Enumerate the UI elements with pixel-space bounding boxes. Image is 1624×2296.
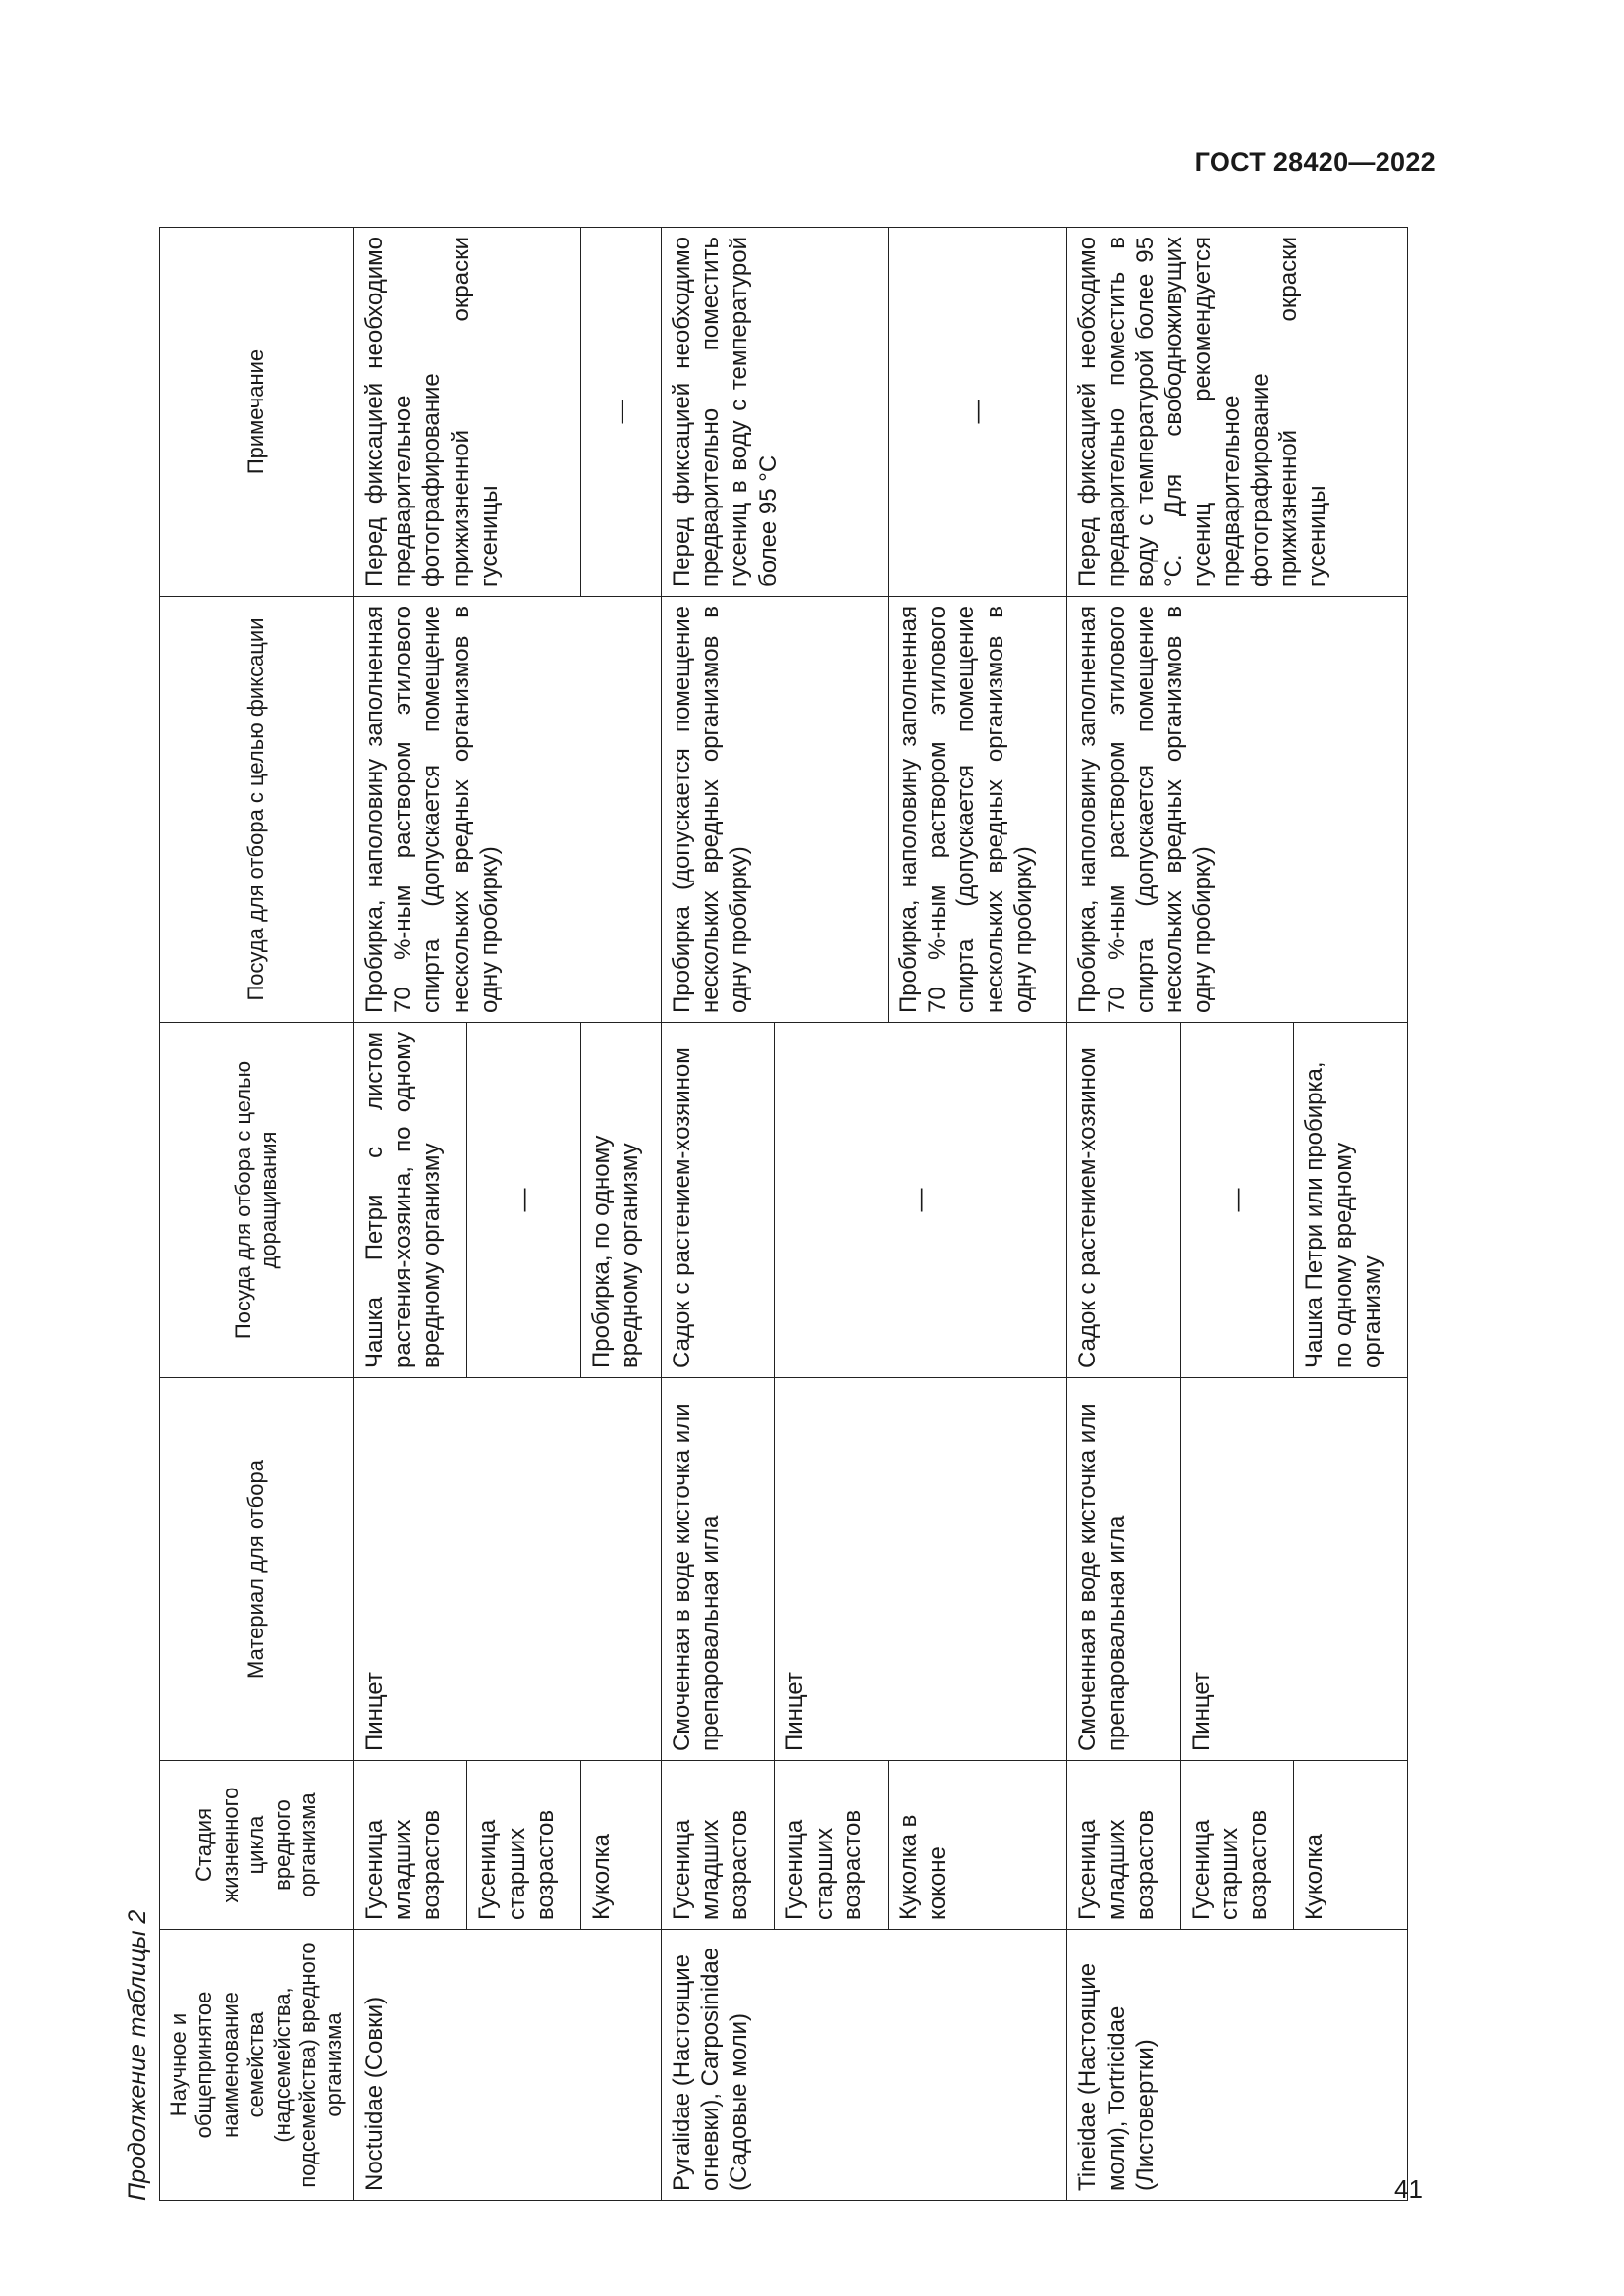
col-header-rearing: Посуда для отбора с целью доращивания	[160, 1023, 354, 1378]
fixation-cell: Пробирка, наполовину заполненная 70 %-ным раствором этилового спирта (допускается помещение нескольких вредных организмов в одну пробирку)	[353, 597, 661, 1023]
fixation-cell: Пробирка, наполовину заполненная 70 %-ным раствором этилового спирта (допускается помещение нескольких вредных организмов в одну пробирку)	[1067, 597, 1408, 1023]
rearing-cell: Садок с растением-хозяином	[661, 1023, 775, 1378]
stage-cell: Гусеница младших возрастов	[353, 1761, 467, 1930]
family-cell: Noctuidae (Совки)	[353, 1930, 661, 2201]
note-cell: Перед фиксацией необходимо предварительно поместить гусениц в воду с температурой более 95 °С	[661, 228, 888, 597]
page-number: 41	[1394, 2174, 1423, 2204]
rearing-cell: Чашка Петри или пробирка, по одному вредному организму	[1294, 1023, 1408, 1378]
stage-cell: Гусеница старших возрастов	[775, 1761, 889, 1930]
fixation-cell: Пробирка (допускается помещение нескольких вредных организмов в одну пробирку)	[661, 597, 888, 1023]
table-2-continued	[159, 227, 1408, 2201]
note-cell: Перед фиксацией необходимо предварительно поместить в воду с температурой более 95 °С. Для свободноживущих гусениц рекомендуется предварительное фотографирование прижизненной окраски гусеницы	[1067, 228, 1408, 597]
rearing-cell: Чашка Петри с листом растения-хозяина, по одному вредному организму	[353, 1023, 467, 1378]
document-code: ГОСТ 28420—2022	[1194, 147, 1435, 177]
col-header-note: Примечание	[160, 228, 354, 597]
table-row	[353, 228, 467, 2201]
col-header-fixation: Посуда для отбора с целью фиксации	[160, 597, 354, 1023]
stage-cell: Гусеница старших возрастов	[1180, 1761, 1294, 1930]
stage-cell: Куколка	[1294, 1761, 1408, 1930]
stage-cell: Куколка	[580, 1761, 661, 1930]
table-row	[661, 228, 775, 2201]
note-cell: —	[580, 228, 661, 597]
fixation-cell: Пробирка, наполовину заполненная 70 %-ным раствором этилового спирта (допускается помещение нескольких вредных организмов в одну пробирку)	[888, 597, 1067, 1023]
material-cell: Пинцет	[353, 1378, 661, 1761]
col-header-name: Научное и общепринятое наименование семейства (надсемейства, подсемейства) вредного организма	[160, 1930, 354, 2201]
note-cell: Перед фиксацией необходимо предварительное фотографирование прижизненной окраски гусеницы	[353, 228, 580, 597]
rearing-cell: —	[1180, 1023, 1294, 1378]
table-caption: Продолжение таблицы 2	[124, 1909, 151, 2201]
rearing-cell: Пробирка, по одному вредному организму	[580, 1023, 661, 1378]
material-cell: Смоченная в воде кисточка или препаровальная игла	[1067, 1378, 1181, 1761]
rearing-cell: Садок с растением-хозяином	[1067, 1023, 1181, 1378]
stage-cell: Гусеница младших возрастов	[661, 1761, 775, 1930]
family-cell: Tineidae (Настоящие моли), Tortricidae (Листовертки)	[1067, 1930, 1408, 2201]
table-row	[1067, 228, 1181, 2201]
table-row	[580, 228, 661, 2201]
stage-cell: Гусеница старших возрастов	[467, 1761, 581, 1930]
col-header-stage: Стадия жизненного цикла вредного организма	[160, 1761, 354, 1930]
stage-cell: Куколка в коконе	[888, 1761, 1067, 1930]
stage-cell: Гусеница младших возрастов	[1067, 1761, 1181, 1930]
table-header-row	[160, 228, 354, 2201]
rotated-table-block	[116, 228, 1408, 2201]
rearing-cell: —	[775, 1023, 1067, 1378]
material-cell: Пинцет	[1180, 1378, 1407, 1761]
rearing-cell: —	[467, 1023, 581, 1378]
col-header-material: Материал для отбора	[160, 1378, 354, 1761]
material-cell: Смоченная в воде кисточка или препаровальная игла	[661, 1378, 775, 1761]
family-cell: Pyralidae (Настоящие огневки), Carposinidae (Садовые моли)	[661, 1930, 1067, 2201]
note-cell: —	[888, 228, 1067, 597]
material-cell: Пинцет	[775, 1378, 1067, 1761]
